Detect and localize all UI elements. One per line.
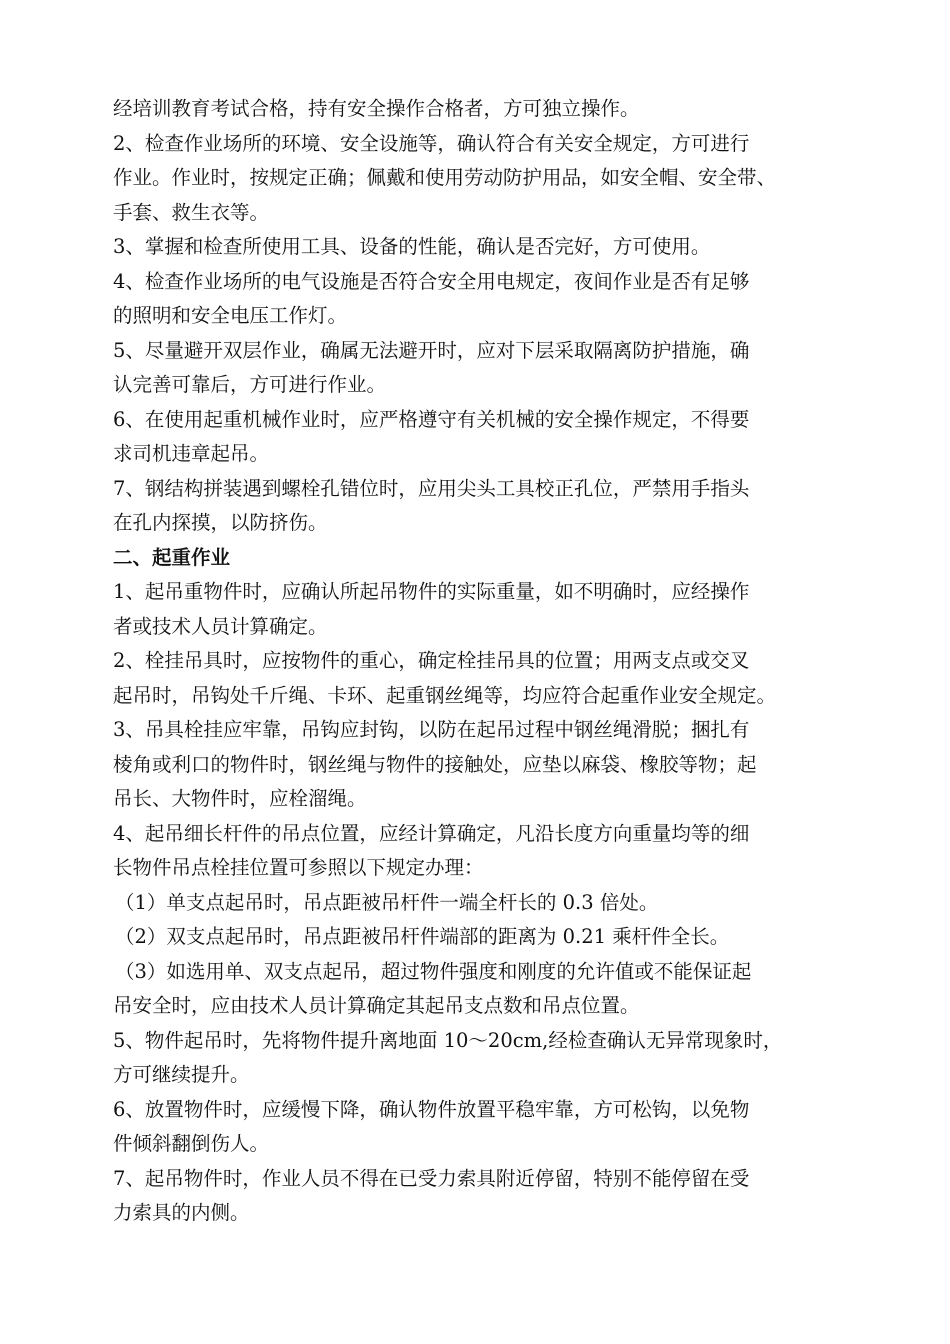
list-item-2: 2、检查作业场所的环境、安全设施等，确认符合有关安全规定，方可进行 bbox=[113, 131, 750, 155]
list-item-7: 7、钢结构拼装遇到螺栓孔错位时，应用尖头工具校正孔位，严禁用手指头 bbox=[113, 476, 750, 500]
text-line: 求司机违章起吊。 bbox=[113, 442, 270, 465]
text-line: 吊安全时，应由技术人员计算确定其起吊支点数和吊点位置。 bbox=[113, 994, 640, 1017]
text-line: 认完善可靠后，方可进行作业。 bbox=[113, 373, 387, 396]
text-line: 作业。作业时，按规定正确；佩戴和使用劳动防护用品，如安全帽、安全带、 bbox=[113, 166, 777, 189]
list-item-5: 5、物件起吊时，先将物件提升离地面 10～20cm,经检查确认无异常现象时， bbox=[113, 1028, 783, 1052]
text-line: 经培训教育考试合格，持有安全操作合格者，方可独立操作。 bbox=[113, 97, 640, 120]
list-item-7: 7、起吊物件时，作业人员不得在已受力索具附近停留，特别不能停留在受 bbox=[113, 1166, 750, 1190]
document-page bbox=[113, 92, 863, 1231]
text-line: 吊长、大物件时，应栓溜绳。 bbox=[113, 787, 367, 810]
list-item-4: 4、起吊细长杆件的吊点位置，应经计算确定，凡沿长度方向重量均等的细 bbox=[113, 821, 750, 845]
text-line: 件倾斜翻倒伤人。 bbox=[113, 1132, 270, 1155]
sub-item-2: （2）双支点起吊时，吊点距被吊杆件端部的距离为 0.21 乘杆件全长。 bbox=[115, 925, 730, 948]
text-line: 者或技术人员计算确定。 bbox=[113, 614, 328, 638]
text-line: 手套、救生衣等。 bbox=[113, 200, 270, 224]
text-line: 棱角或利口的物件时，钢丝绳与物件的接触处，应垫以麻袋、橡胶等物；起 bbox=[113, 752, 757, 776]
list-item-6: 6、放置物件时，应缓慢下降，确认物件放置平稳牢靠，方可松钩，以免物 bbox=[113, 1097, 750, 1121]
list-item-3: 3、吊具栓挂应牢靠，吊钩应封钩，以防在起吊过程中钢丝绳滑脱；捆扎有 bbox=[113, 718, 750, 741]
section-heading: 二、起重作业 bbox=[113, 545, 231, 569]
text-line: 的照明和安全电压工作灯。 bbox=[113, 304, 348, 327]
text-line: 长物件吊点栓挂位置可参照以下规定办理： bbox=[113, 856, 484, 879]
list-item-3: 3、掌握和检查所使用工具、设备的性能，确认是否完好，方可使用。 bbox=[113, 235, 711, 258]
list-item-1: 1、起吊重物件时，应确认所起吊物件的实际重量，如不明确时，应经操作 bbox=[113, 580, 750, 603]
text-line: 力索具的内侧。 bbox=[113, 1201, 250, 1224]
list-item-4: 4、检查作业场所的电气设施是否符合安全用电规定，夜间作业是否有足够 bbox=[113, 269, 750, 293]
text-line: 起吊时，吊钩处千斤绳、卡环、起重钢丝绳等，均应符合起重作业安全规定。 bbox=[113, 683, 777, 707]
sub-item-1: （1）单支点起吊时，吊点距被吊杆件一端全杆长的 0.3 倍处。 bbox=[115, 890, 659, 914]
text-line: 在孔内探摸，以防挤伤。 bbox=[113, 511, 328, 534]
sub-item-3: （3）如选用单、双支点起吊，超过物件强度和刚度的允许值或不能保证起 bbox=[115, 959, 752, 983]
list-item-5: 5、尽量避开双层作业，确属无法避开时，应对下层采取隔离防护措施，确 bbox=[113, 338, 750, 362]
list-item-6: 6、在使用起重机械作业时，应严格遵守有关机械的安全操作规定，不得要 bbox=[113, 407, 750, 431]
list-item-2: 2、栓挂吊具时，应按物件的重心，确定栓挂吊具的位置；用两支点或交叉 bbox=[113, 649, 750, 672]
text-line: 方可继续提升。 bbox=[113, 1063, 250, 1086]
